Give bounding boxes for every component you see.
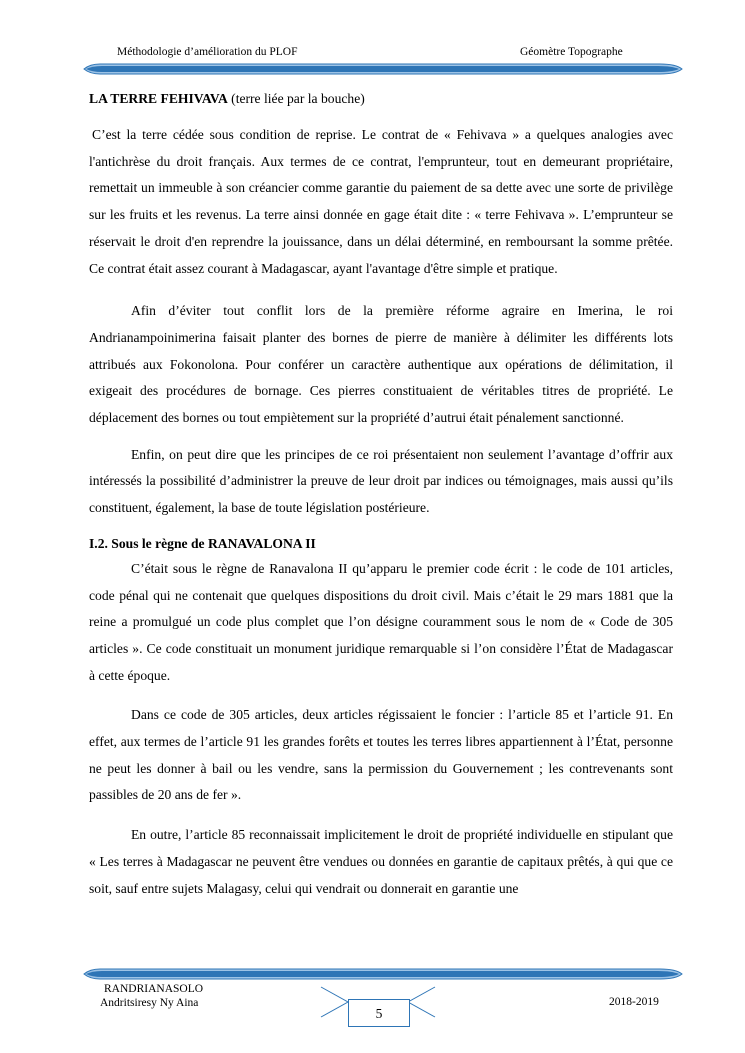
paragraph-bornage: Afin d’éviter tout conflit lors de la première réforme agraire en Imerina, le roi Andrianampoinimerina faisait planter des bornes de pierre de manière à délimiter les différents lots attribués aux Fokonolona. Pour conférer un caractère authentique aux opérations de délimitation, il exigeait des procédures de bornage. Ces pierres constituaient de véritables titres de propriété. Le déplacement des bornes ou tout empiètement sur la propriété d’autrui était pénalement sanctionné. — [89, 303, 673, 426]
header-author-role: Géomètre Topographe — [520, 46, 623, 58]
footer-author-surname: RANDRIANASOLO — [104, 983, 204, 995]
section-title-fehivava — [89, 88, 673, 109]
paragraph-code-305: C’était sous le règne de Ranavalona II qu’apparu le premier code écrit : le code de 101 articles, code pénal qui ne contenait que quelques dispositions du droit civil. Mais c’était le 29 mars 1881 que la reine a promulgué un code plus complet que l’on désigne couramment sous le nom de « Code de 305 articles ». Ce code constituait un monument juridique remarquable si l’on considère l’État de Madagascar à cette époque. — [89, 560, 673, 683]
section-title-subtitle: (terre liée par la bouche) — [227, 91, 365, 106]
footer-academic-year: 2018-2019 — [609, 996, 659, 1008]
header-document-title: Méthodologie d’amélioration du PLOF — [117, 46, 298, 58]
footer-author-firstname: Andritsiresy Ny Aina — [100, 997, 199, 1009]
paragraph-principes: Enfin, on peut dire que les principes de ce roi présentaient non seulement l’avantage d’offrir aux intéressés la possibilité d’administrer la preuve de leur droit par indices ou témoignages, mais aussi qu’ils constituent, également, la base de toute législation postérieure. — [89, 446, 673, 516]
page-body — [89, 88, 673, 902]
page-number: 5 — [348, 999, 410, 1027]
footer-author — [100, 982, 204, 1010]
paragraph-article-91: Dans ce code de 305 articles, deux articles régissaient le foncier : l’article 85 et l’article 91. En effet, aux termes de l’article 91 les grandes forêts et toutes les terres libres appartiennent à l’État, personne ne peut les donner à bail ou les vendre, sans la permission du Gouvernement ; les contrevenants sont passibles de 20 ans de fer ». — [89, 707, 673, 803]
paragraph-fehivava-definition: C’est la terre cédée sous condition de reprise. Le contrat de « Fehivava » a quelques analogies avec l'antichrèse du droit français. Aux termes de ce contrat, l'emprunteur, tout en demeurant propriétaire, remettait un immeuble à son créancier comme garantie du paiement de sa dette avec une sorte de privilège sur les fruits et les revenus. La terre ainsi donnée en gage était dite : « terre Fehivava ». L’emprunteur se réservait le droit d'en reprendre la jouissance, dans un délai déterminé, en remboursant la somme prêtée. Ce contrat était assez courant à Madagascar, ayant l'avantage d'être simple et pratique. — [89, 127, 673, 276]
section-title-bold: LA TERRE FEHIVAVA — [89, 91, 228, 106]
footer-rule — [0, 967, 745, 981]
header-rule — [0, 62, 745, 76]
section-heading-ranavalona: I.2. Sous le règne de RANAVALONA II — [89, 535, 316, 551]
paragraph-article-85: En outre, l’article 85 reconnaissait implicitement le droit de propriété individuelle en stipulant que « Les terres à Madagascar ne peuvent être vendues ou données en garantie de capitaux prêtés, à qui que ce soit, sauf entre sujets Malagasy, celui qui vendrait ou donnerait en garantie une — [89, 827, 673, 896]
